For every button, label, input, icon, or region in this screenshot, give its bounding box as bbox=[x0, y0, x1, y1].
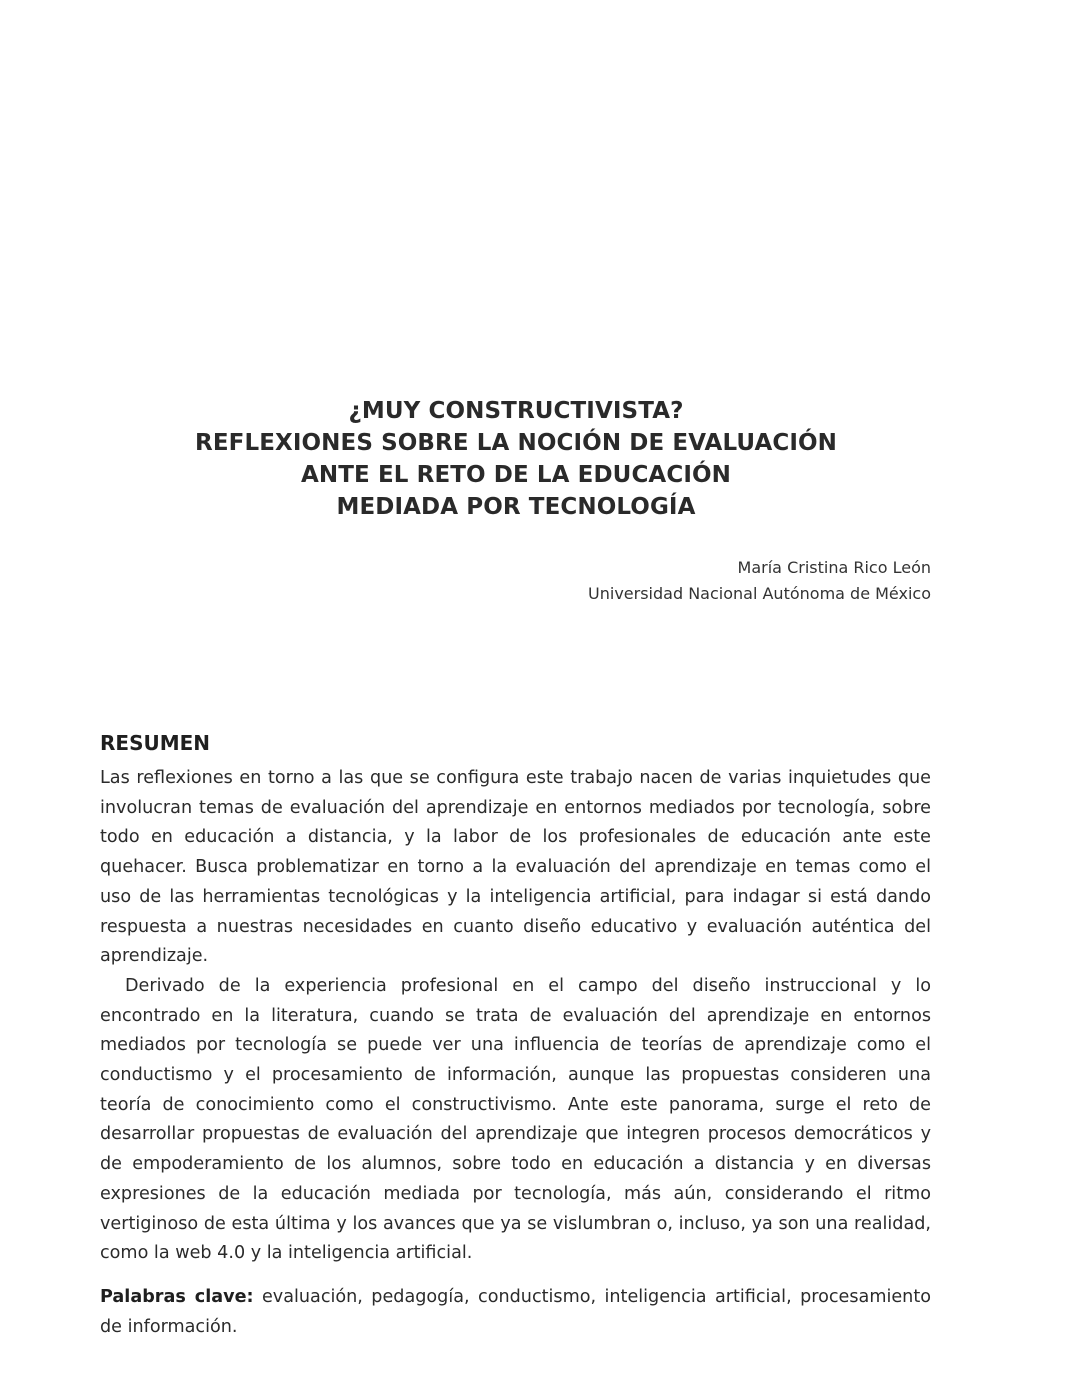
title-line: ¿MUY CONSTRUCTIVISTA? bbox=[348, 398, 684, 424]
title-line: MEDIADA POR TECNOLOGÍA bbox=[336, 494, 696, 520]
keywords-label: Palabras clave: bbox=[100, 1286, 254, 1307]
article-title bbox=[0, 395, 1032, 523]
abstract-paragraph: Las reflexiones en torno a las que se configura este trabajo nacen de varias inquietudes que involucran temas de evaluación del aprendizaje en entornos mediados por tecnología, sobre todo en educación a distancia, y la labor de los profesionales de educación ante este quehacer. Busca problematizar en torno a la evaluación del aprendizaje en temas como el uso de las herramientas tecnológicas y la inteligencia artificial, para indagar si está dando respuesta a nuestras necesidades en cuanto diseño educativo y evaluación auténtica del aprendizaje. bbox=[100, 768, 931, 967]
keywords bbox=[100, 1283, 931, 1342]
author-name: María Cristina Rico León bbox=[737, 558, 931, 577]
keywords-text: evaluación, pedagogía, conductismo, inteligencia artificial, procesamiento de información. bbox=[100, 1286, 931, 1337]
abstract-section bbox=[100, 730, 931, 1360]
title-line: ANTE EL RETO DE LA EDUCACIÓN bbox=[301, 462, 731, 488]
author-affiliation: Universidad Nacional Autónoma de México bbox=[588, 584, 931, 603]
author-info bbox=[588, 555, 931, 607]
abstract-heading: RESUMEN bbox=[100, 731, 211, 755]
title-line: REFLEXIONES SOBRE LA NOCIÓN DE EVALUACIÓN bbox=[195, 430, 837, 456]
abstract-paragraph: Derivado de la experiencia profesional en el campo del diseño instruccional y lo encontrado en la literatura, cuando se trata de evaluación del aprendizaje en entornos mediados por tecnología se puede ver una influencia de teorías de aprendizaje como el conductismo y el procesamiento de información, aunque las propuestas consideren una teoría de conocimiento como el constructivismo. Ante este panorama, surge el reto de desarrollar propuestas de evaluación del aprendizaje que integren procesos democráticos y de empoderamiento de los alumnos, sobre todo en educación a distancia y en diversas expresiones de la educación mediada por tecnología, más aún, considerando el ritmo vertiginoso de esta última y los avances que ya se vislumbran o, incluso, ya son una realidad, como la web 4.0 y la inteligencia artificial. bbox=[100, 975, 931, 1264]
